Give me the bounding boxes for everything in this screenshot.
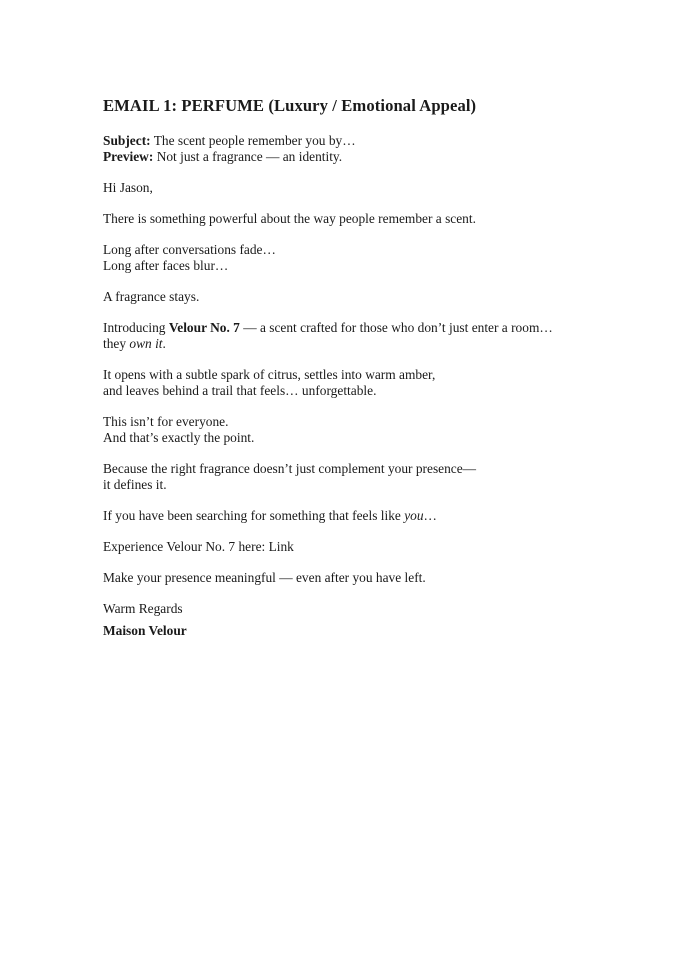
preview-label: Preview: (103, 149, 154, 164)
subject-text: The scent people remember you by… (153, 133, 356, 148)
email-document (103, 96, 643, 654)
greeting: Hi Jason, (103, 180, 153, 195)
text-fragment: they (103, 336, 130, 351)
emphasis-text: you (404, 508, 424, 523)
paragraph-line (103, 320, 643, 336)
paragraph-exclusive (103, 414, 643, 446)
paragraph-line: Because the right fragrance doesn’t just complement your presence— (103, 461, 477, 476)
signature (103, 623, 643, 639)
email-title: EMAIL 1: PERFUME (Luxury / Emotional Appeal) (103, 96, 477, 115)
paragraph-line: and leaves behind a trail that feels… unforgettable. (103, 383, 377, 398)
preview-line (103, 149, 643, 165)
paragraph-line (103, 336, 643, 352)
paragraph-closing: Make your presence meaningful — even after you have left. (103, 570, 426, 585)
preview-text: Not just a fragrance — an identity. (156, 149, 343, 164)
paragraph-line: And that’s exactly the point. (103, 430, 255, 445)
email-header (103, 133, 643, 165)
emphasis-text: own it (129, 336, 163, 351)
paragraph-line: Long after faces blur… (103, 258, 229, 273)
signoff: Warm Regards (103, 601, 183, 616)
paragraph-cta: Experience Velour No. 7 here: Link (103, 539, 294, 554)
paragraph-intro: There is something powerful about the way people remember a scent. (103, 211, 476, 226)
paragraph-notes (103, 367, 643, 399)
signature-name: Maison Velour (103, 623, 187, 638)
subject-line (103, 133, 643, 149)
text-fragment: — a scent crafted for those who don’t just enter a room… (239, 320, 553, 335)
paragraph-line: It opens with a subtle spark of citrus, settles into warm amber, (103, 367, 436, 382)
text-fragment: Introducing (103, 320, 169, 335)
text-fragment: If you have been searching for something that feels like (103, 508, 405, 523)
text-fragment: . (162, 336, 166, 351)
paragraph-line: This isn’t for everyone. (103, 414, 229, 429)
paragraph-memory (103, 242, 643, 274)
subject-label: Subject: (103, 133, 151, 148)
paragraph-stays: A fragrance stays. (103, 289, 200, 304)
paragraph-defines (103, 461, 643, 493)
paragraph-line: it defines it. (103, 477, 167, 492)
text-fragment: … (423, 508, 437, 523)
paragraph-searching (103, 508, 643, 524)
product-name: Velour No. 7 (168, 320, 240, 335)
paragraph-line: Long after conversations fade… (103, 242, 276, 257)
paragraph-introducing (103, 320, 643, 352)
